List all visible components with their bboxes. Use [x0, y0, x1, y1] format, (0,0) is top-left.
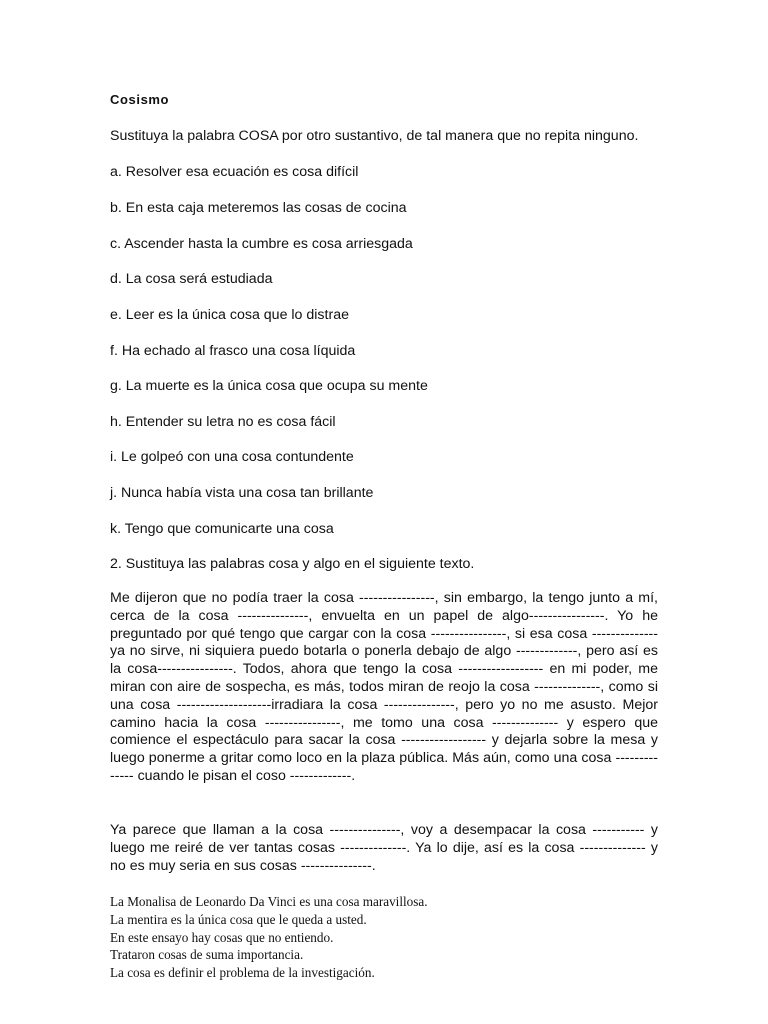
exercise2-heading: 2. Sustituya las palabras cosa y algo en el siguiente texto.: [110, 556, 475, 572]
fill-in-paragraph-1: Me dijeron que no podía traer la cosa ----------------, sin embargo, la tengo junto a mí, cerca de la cosa ---------------, envuelta en un papel de algo----------------. Yo he preguntado por qué tengo que cargar con la cosa ----------------, si esa cosa -------------- ya no sirve, ni siquiera puedo botarla o ponerla debajo de algo -------------, pero así es la cosa----------------. Todos, ahora que tengo la cosa ------------------ en mi poder, me miran con aire de sospecha, es más, todos miran de reojo la cosa --------------, como si una cosa --------------------irradiara la cosa ---------------, pero yo no me asusto. Mejor camino hacia la cosa ----------------, me tomo una cosa -------------- y espero que comience el espectáculo para sacar la cosa ------------------ y dejarla sobre la mesa y luego ponerme a gritar como loco en la plaza pública. Más aún, como una cosa -------------- cuando le pisan el coso -------------.: [110, 590, 658, 784]
example-sentence: La cosa es definir el problema de la investigación.: [110, 965, 375, 981]
exercise-item-i: i. Le golpeó con una cosa contundente: [110, 449, 354, 465]
exercise-item-k: k. Tengo que comunicarte una cosa: [110, 521, 334, 537]
exercise-item-c: c. Ascender hasta la cumbre es cosa arriesgada: [110, 236, 413, 252]
example-sentence: En este ensayo hay cosas que no entiendo.: [110, 929, 334, 945]
example-sentence: Trataron cosas de suma importancia.: [110, 947, 304, 963]
exercise-item-b: b. En esta caja meteremos las cosas de cocina: [110, 200, 407, 216]
fill-in-paragraph-2: Ya parece que llaman a la cosa ---------------, voy a desempacar la cosa ----------- y luego me reiré de ver tantas cosas --------------. Ya lo dije, así es la cosa -------------- y no es muy seria en sus cosas ---------------.: [110, 822, 658, 874]
exercise-item-h: h. Entender su letra no es cosa fácil: [110, 414, 336, 430]
exercise-item-e: e. Leer es la única cosa que lo distrae: [110, 307, 349, 323]
page-title: Cosismo: [110, 92, 170, 107]
exercise-item-j: j. Nunca había vista una cosa tan brillante: [110, 485, 374, 501]
exercise-item-g: g. La muerte es la única cosa que ocupa su mente: [110, 378, 428, 394]
example-sentence: La mentira es la única cosa que le queda a usted.: [110, 911, 367, 927]
exercise-item-d: d. La cosa será estudiada: [110, 271, 273, 287]
instructions-paragraph: Sustituya la palabra COSA por otro sustantivo, de tal manera que no repita ninguno.: [110, 128, 639, 144]
example-sentence: La Monalisa de Leonardo Da Vinci es una cosa maravillosa.: [110, 894, 428, 909]
example-sentences: [110, 893, 658, 982]
exercise-item-a: a. Resolver esa ecuación es cosa difícil: [110, 164, 359, 180]
exercise-item-f: f. Ha echado al frasco una cosa líquida: [110, 343, 356, 359]
